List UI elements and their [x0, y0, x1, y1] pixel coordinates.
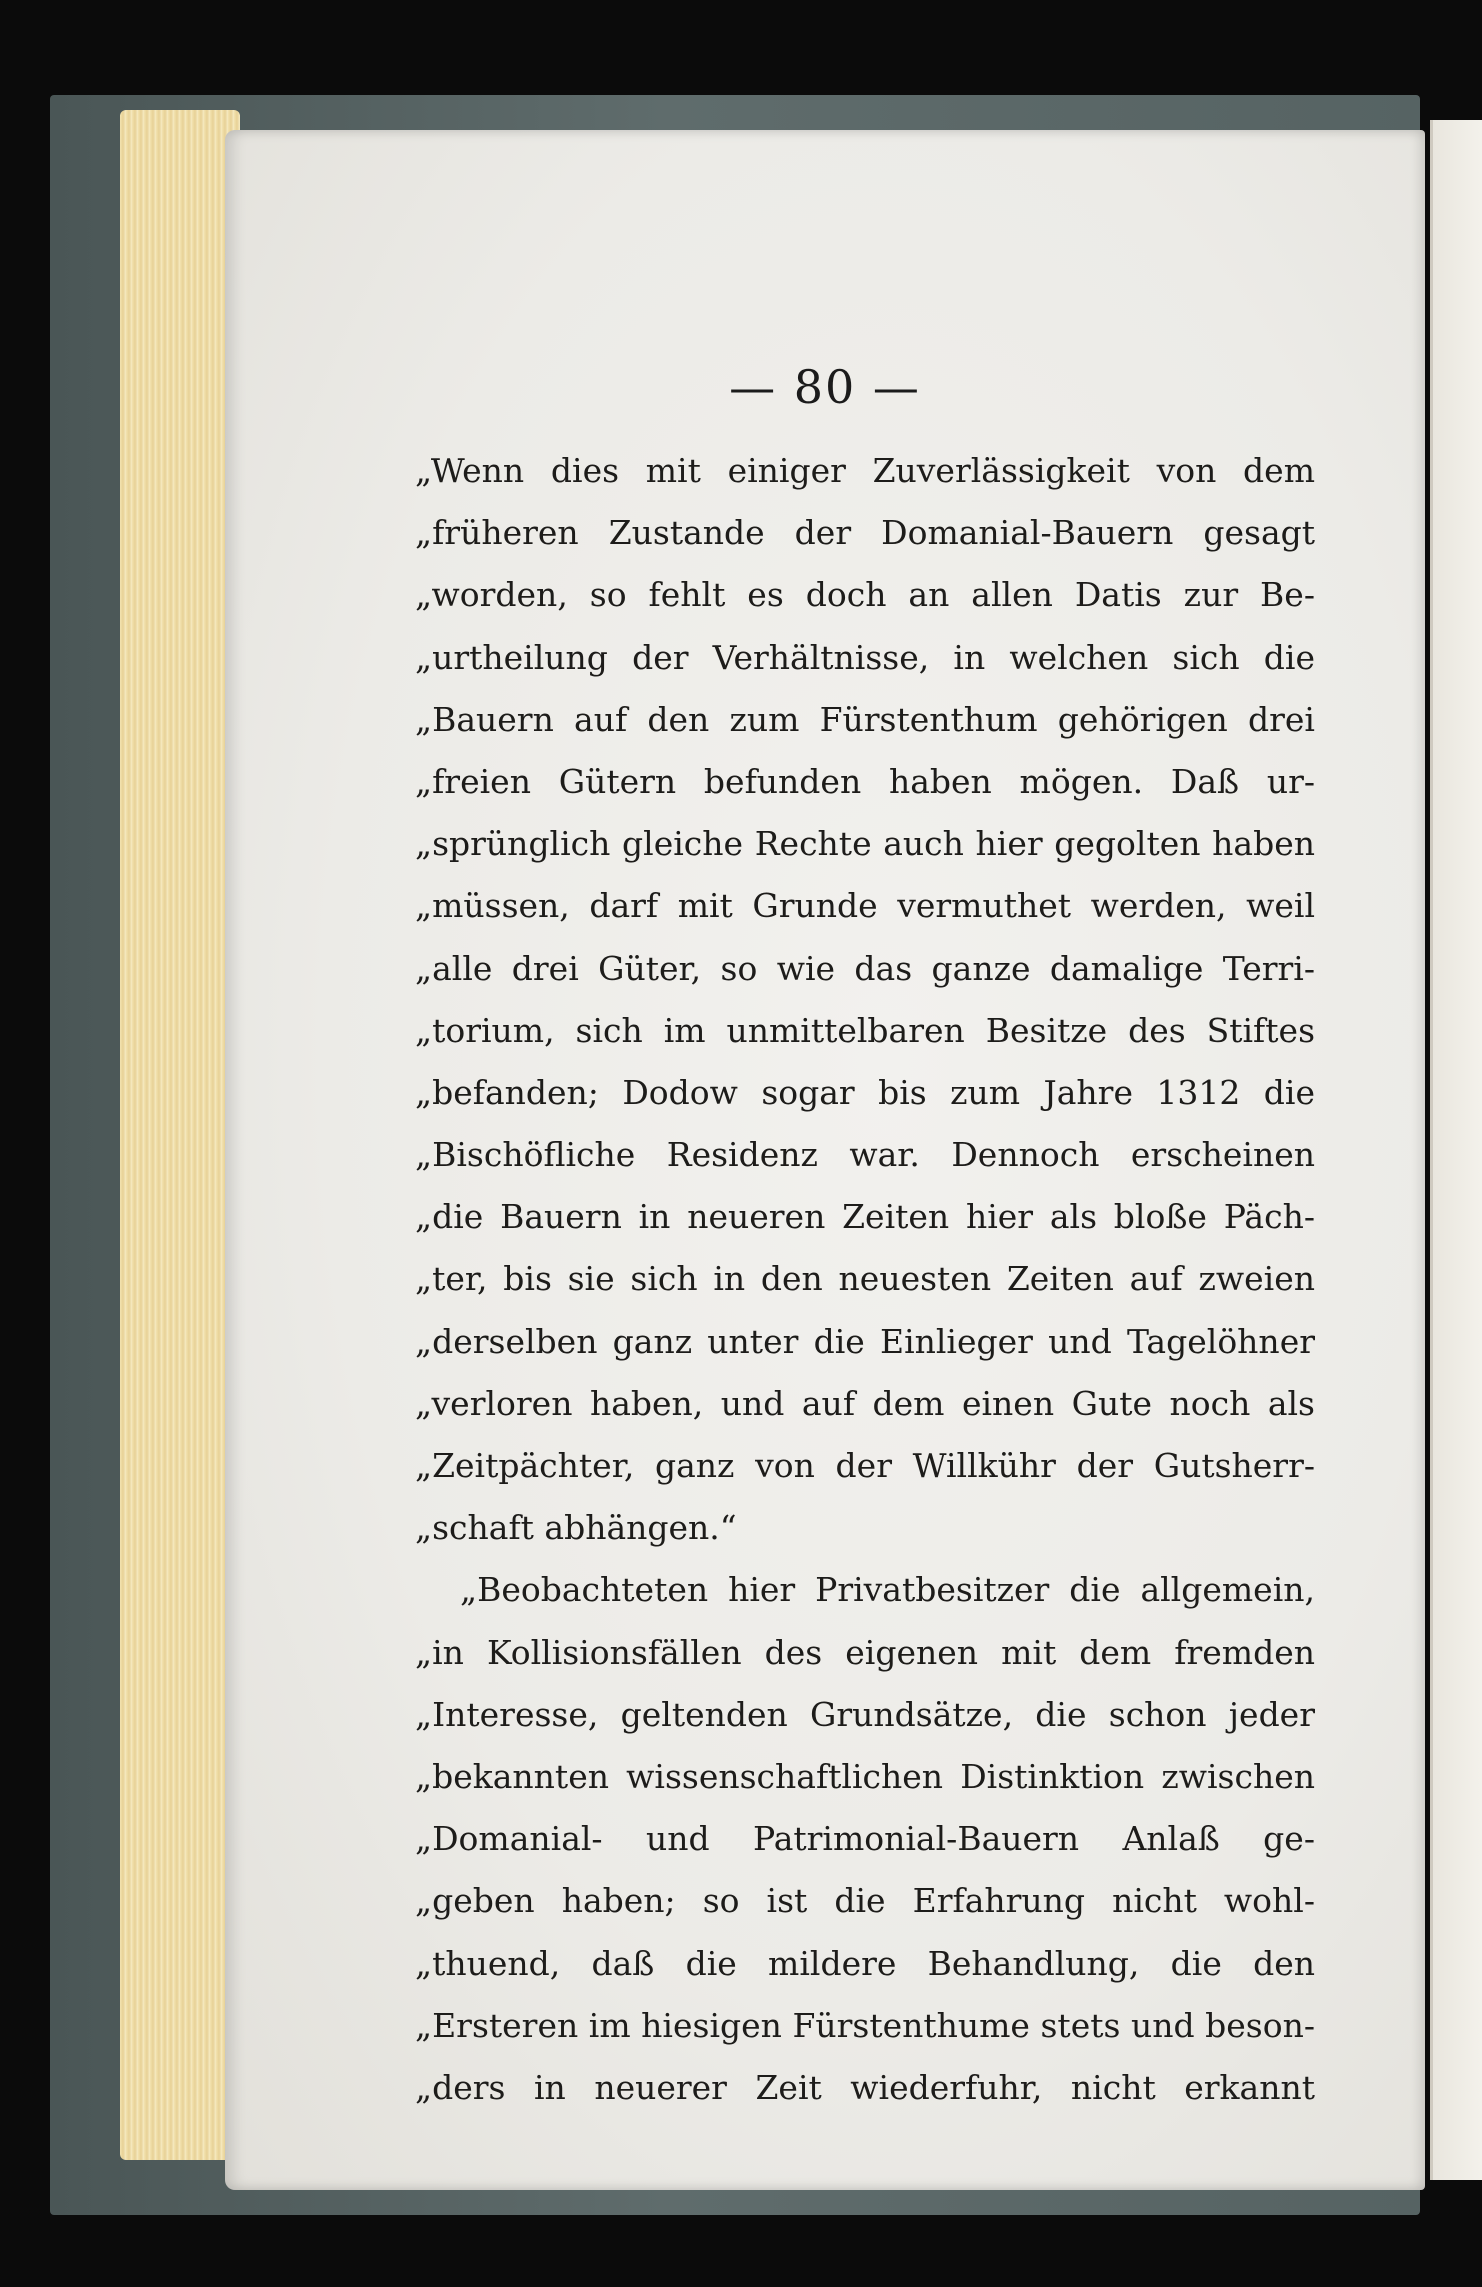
text-line: „bekannten wissenschaftlichen Distinktion zwischen — [415, 1756, 1315, 1796]
text-line: „urtheilung der Verhältnisse, in welchen sich die — [415, 637, 1315, 677]
text-line: „alle drei Güter, so wie das ganze damalige Terri- — [415, 948, 1315, 988]
page-number: — 80 — — [729, 360, 921, 414]
text-line: „verloren haben, und auf dem einen Gute noch als — [415, 1383, 1315, 1423]
text-line: „Interesse, geltenden Grundsätze, die schon jeder — [415, 1694, 1315, 1734]
text-line: „Bischöfliche Residenz war. Dennoch erscheinen — [415, 1135, 1315, 1175]
text-line: „worden, so fehlt es doch an allen Datis zur Be- — [415, 575, 1315, 615]
text-line: „die Bauern in neueren Zeiten hier als bloße Päch- — [415, 1197, 1315, 1237]
text-line: „müssen, darf mit Grunde vermuthet werden, weil — [415, 886, 1315, 926]
text-line: „Ersteren im hiesigen Fürstenthume stets und beson- — [415, 2005, 1315, 2045]
text-line: „in Kollisionsfällen des eigenen mit dem fremden — [415, 1632, 1315, 1672]
text-line: „thuend, daß die mildere Behandlung, die den — [415, 1943, 1315, 1983]
text-line: „Beobachteten hier Privatbesitzer die allgemein, — [460, 1570, 1315, 1610]
text-line: „freien Gütern befunden haben mögen. Daß ur- — [415, 761, 1315, 801]
facing-page-edge — [1430, 120, 1482, 2180]
text-line: „Zeitpächter, ganz von der Willkühr der Gutsherr- — [415, 1446, 1315, 1485]
text-line: „früheren Zustande der Domanial-Bauern gesagt — [415, 513, 1315, 553]
text-line: „geben haben; so ist die Erfahrung nicht wohl- — [415, 1881, 1315, 1921]
book-page — [225, 130, 1425, 2190]
text-line: „Bauern auf den zum Fürstenthum gehörigen drei — [415, 699, 1315, 739]
text-line: „ders in neuerer Zeit wiederfuhr, nicht erkannt — [415, 2067, 1315, 2107]
text-line: „Domanial- und Patrimonial-Bauern Anlaß ge- — [415, 1819, 1315, 1859]
text-line: „torium, sich im unmittelbaren Besitze des Stiftes — [415, 1010, 1315, 1050]
text-line: „schaft abhängen.“ — [415, 1508, 737, 1548]
page-text — [415, 440, 1315, 2119]
text-line: „befanden; Dodow sogar bis zum Jahre 1312 die — [415, 1072, 1315, 1112]
text-line: „sprünglich gleiche Rechte auch hier gegolten haben — [415, 824, 1315, 864]
text-line: „ter, bis sie sich in den neuesten Zeiten auf zweien — [415, 1259, 1315, 1299]
text-line: „derselben ganz unter die Einlieger und Tagelöhner — [415, 1321, 1315, 1361]
page-edges — [120, 110, 240, 2160]
text-line: „Wenn dies mit einiger Zuverlässigkeit von dem — [415, 451, 1315, 490]
